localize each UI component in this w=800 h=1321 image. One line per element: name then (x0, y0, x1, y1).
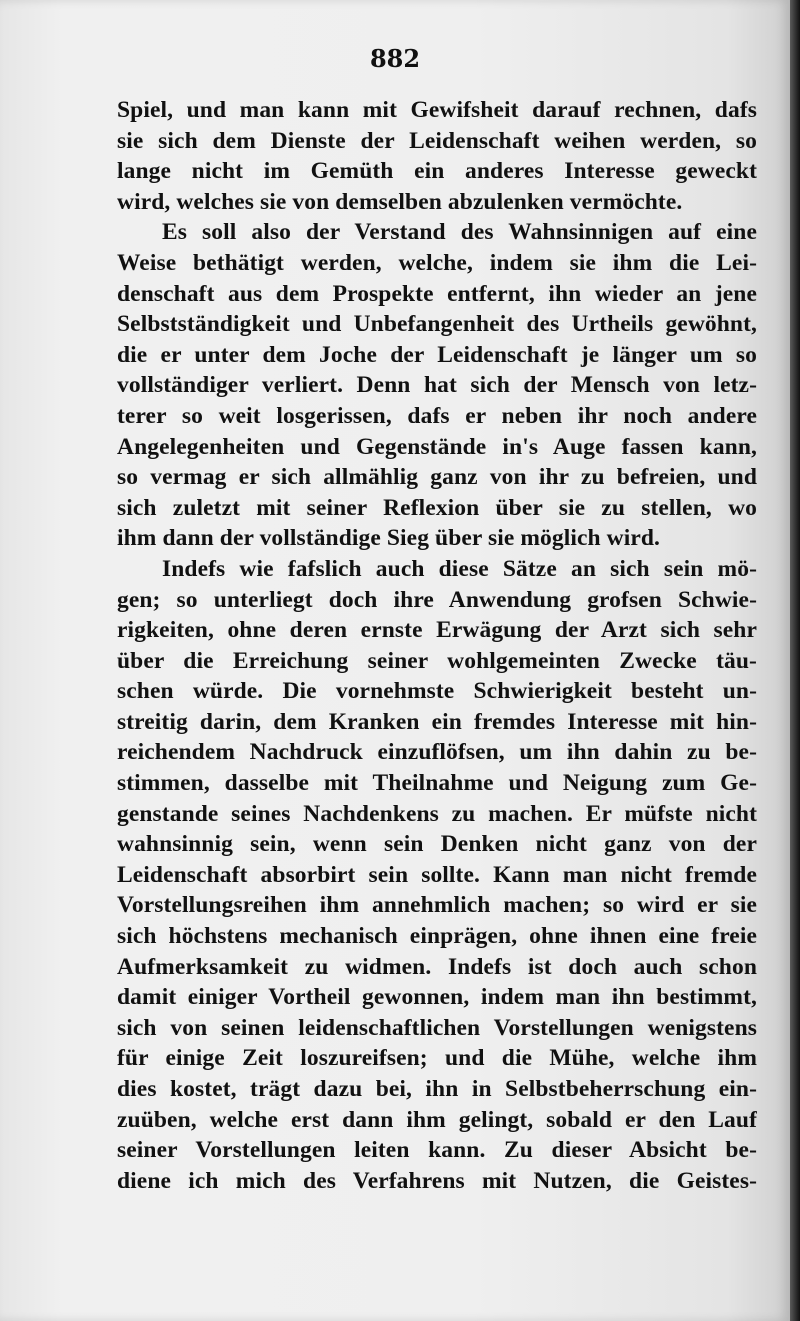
text-line: über die Erreichung seiner wohlgemeinten Zwecke täu- (117, 647, 757, 674)
text-line: Leidenschaft absorbirt sein sollte. Kann man nicht fremde (117, 861, 757, 888)
text-line: die er unter dem Joche der Leidenschaft je länger um so (117, 341, 757, 368)
page-number: 882 (369, 44, 421, 73)
text-line: Spiel, und man kann mit Gewifsheit darauf rechnen, dafs (117, 97, 757, 123)
text-line: ihm dann der vollständige Sieg über sie möglich wird. (117, 525, 661, 552)
text-line: Weise bethätigt werden, welche, indem sie ihm die Lei- (117, 249, 757, 276)
text-line: terer so weit losgerissen, dafs er neben ihr noch andere (117, 402, 757, 429)
text-line: vollständiger verliert. Denn hat sich der Mensch von letz- (117, 372, 757, 399)
text-line: gen; so unterliegt doch ihre Anwendung grofsen Schwie- (117, 586, 757, 613)
text-line: stimmen, dasselbe mit Theilnahme und Neigung zum Ge- (117, 770, 757, 797)
text-line: lange nicht im Gemüth ein anderes Interesse geweckt (117, 158, 757, 185)
text-line: genstande seines Nachdenkens zu machen. Er müfste nicht (117, 800, 757, 827)
text-line: streitig darin, dem Kranken ein fremdes Interesse mit hin- (117, 708, 757, 735)
text-line: Vorstellungsreihen ihm annehmlich machen; so wird er sie (117, 892, 757, 919)
text-line: sie sich dem Dienste der Leidenschaft weihen werden, so (117, 127, 757, 154)
text-line: sich von seinen leidenschaftlichen Vorstellungen wenigstens (117, 1014, 757, 1041)
text-line: wird, welches sie von demselben abzulenken vermöchte. (117, 188, 683, 215)
text-line: zuüben, welche erst dann ihm gelingt, sobald er den Lauf (117, 1106, 757, 1133)
text-line: so vermag er sich allmählig ganz von ihr zu befreien, und (117, 464, 757, 491)
text-line: dies kostet, trägt dazu bei, ihn in Selbstbeherrschung ein- (117, 1076, 757, 1102)
text-line: Es soll also der Verstand des Wahnsinnigen auf eine (162, 219, 757, 246)
text-line: rigkeiten, ohne deren ernste Erwägung der Arzt sich sehr (117, 617, 757, 644)
text-line: seiner Vorstellungen leiten kann. Zu dieser Absicht be- (117, 1137, 757, 1164)
text-line: reichendem Nachdruck einzuflöfsen, um ihn dahin zu be- (117, 739, 757, 766)
text-line: denschaft aus dem Prospekte entfernt, ihn wieder an jene (117, 280, 757, 307)
text-line: Aufmerksamkeit zu widmen. Indefs ist doch auch schon (117, 953, 757, 980)
text-line: wahnsinnig sein, wenn sein Denken nicht ganz von der (117, 831, 757, 858)
text-line: sich zuletzt mit seiner Reflexion über sie zu stellen, wo (117, 494, 757, 521)
text-line: schen würde. Die vornehmste Schwierigkeit besteht un- (117, 678, 757, 705)
text-line: Angelegenheiten und Gegenstände in's Auge fassen kann, (117, 433, 757, 460)
text-line: Indefs wie fafslich auch diese Sätze an sich sein mö- (162, 555, 757, 582)
text-line: sich höchstens mechanisch einprägen, ohne ihnen eine freie (117, 923, 757, 950)
book-spine-shadow (790, 0, 800, 1321)
body-text (117, 95, 757, 1196)
text-line: damit einiger Vortheil gewonnen, indem man ihn bestimmt, (117, 984, 757, 1011)
text-line: für einige Zeit loszureifsen; und die Mühe, welche ihm (117, 1045, 757, 1072)
text-line: diene ich mich des Verfahrens mit Nutzen, die Geistes- (117, 1167, 757, 1194)
text-line: Selbstständigkeit und Unbefangenheit des Urtheils gewöhnt, (117, 311, 757, 338)
